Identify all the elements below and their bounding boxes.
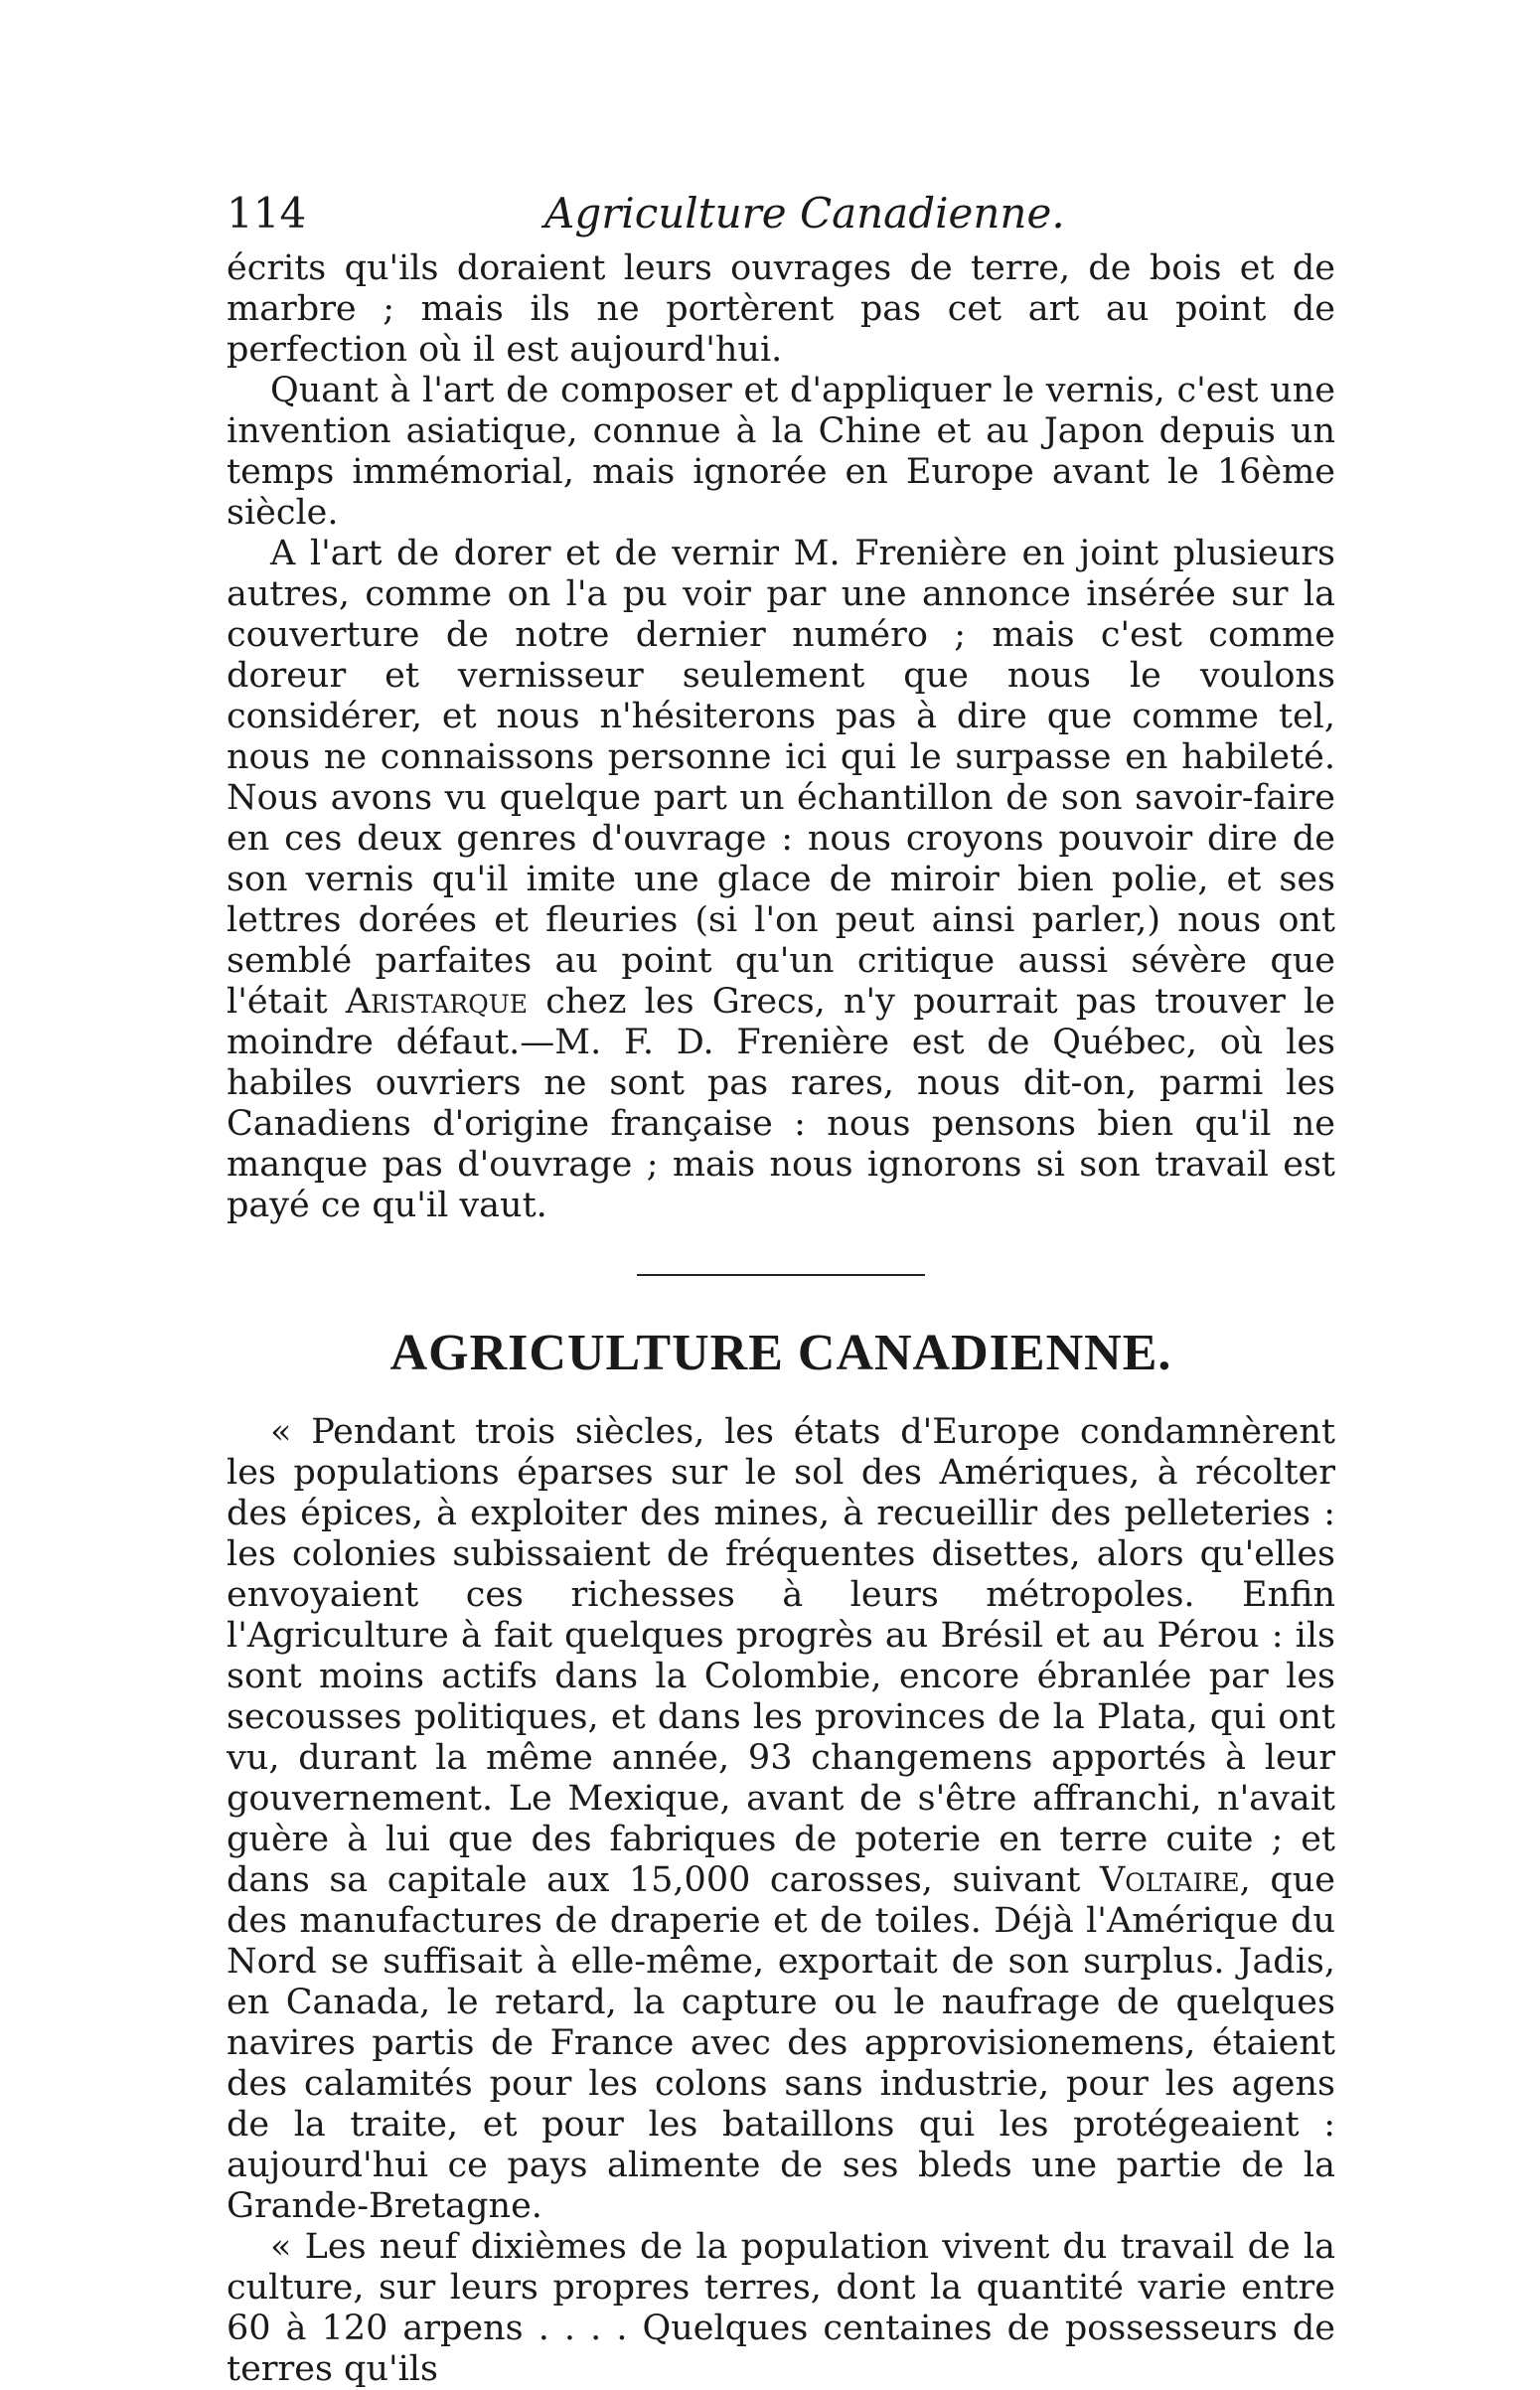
paragraph-4-text-a: « Pendant trois siècles, les états d'Europe condamnèrent les populations éparses sur le sol des Amériques, à récolter des épices, à exploiter des mines, à recueillir des pelleteries : les colonies subissaient de fréquentes disettes, alors qu'elles envoyaient ces richesses à leurs métropoles. Enfin l'Agriculture à fait quelques progrès au Brésil et au Pérou : ils sont moins actifs dans la Colombie, encore ébranlée par les secousses politiques, et dans les provinces de la Plata, qui ont vu, durant la même année, 93 changemens apportés à leur gouvernement. Le Mexique, avant de s'être affranchi, n'avait guère à lui que des fabriques de poterie en terre cuite ; et dans sa capitale aux 15,000 carosses, suivant <box>227 1412 1335 1900</box>
name-aristarque: Aristarque <box>345 982 529 1022</box>
paragraph-3 <box>227 534 1335 1226</box>
paragraph-1: écrits qu'ils doraient leurs ouvrages de terre, de bois et de marbre ; mais ils ne portèrent pas cet art au point de perfection où il est aujourd'hui. <box>227 248 1335 370</box>
paragraph-4 <box>227 1412 1335 2227</box>
paragraph-2: Quant à l'art de composer et d'appliquer le vernis, c'est une invention asiatique, connue à la Chine et au Japon depuis un temps immémorial, mais ignorée en Europe avant le 16ème siècle. <box>227 371 1335 533</box>
running-head <box>227 189 1335 248</box>
running-title: Agriculture Canadienne. <box>544 189 1065 238</box>
page-number: 114 <box>227 189 307 238</box>
paragraph-3-text-a: A l'art de dorer et de vernir M. Frenière en joint plusieurs autres, comme on l'a pu voir par une annonce insérée sur la couverture de notre dernier numéro ; mais c'est comme doreur et vernisseur seulement que nous le voulons considérer, et nous n'hésiterons pas à dire que comme tel, nous ne connaissons personne ici qui le surpasse en habileté. Nous avons vu quelque part un échantillon de son savoir-faire en ces deux genres d'ouvrage : nous croyons pouvoir dire de son vernis qu'il imite une glace de miroir bien polie, et ses lettres dorées et fleuries (si l'on peut ainsi parler,) nous ont semblé parfaites au point qu'un critique aussi sévère que l'était <box>227 534 1335 1022</box>
page <box>227 189 1335 2390</box>
section-heading: AGRICULTURE CANADIENNE. <box>389 1325 1172 1381</box>
paragraph-4-text-b: , que des manufactures de draperie et de toiles. Déjà l'Amérique du Nord se suffisait à elle-même, exportait de son surplus. Jadis, en Canada, le retard, la capture ou le naufrage de quelques navires partis de France avec des approvisionemens, étaient des calamités pour les colons sans industrie, pour les agens de la traite, et pour les bataillons qui les protégeaient : aujourd'hui ce pays alimente de ses bleds une partie de la Grande-Bretagne. <box>227 1860 1335 2226</box>
paragraph-5: « Les neuf dixièmes de la population vivent du travail de la culture, sur leurs propres terres, dont la quantité varie entre 60 à 120 arpens . . . . Quelques centaines de possesseurs de terres qu'ils <box>227 2227 1335 2389</box>
paragraph-3-text-b: chez les Grecs, n'y pourrait pas trouver le moindre défaut.—M. F. D. Frenière est de Québec, où les habiles ouvriers ne sont pas rares, nous dit-on, parmi les Canadiens d'origine française : nous pensons bien qu'il ne manque pas d'ouvrage ; mais nous ignorons si son travail est payé ce qu'il vaut. <box>227 982 1335 1225</box>
section-rule <box>637 1274 925 1276</box>
name-voltaire: Voltaire <box>1099 1860 1240 1900</box>
